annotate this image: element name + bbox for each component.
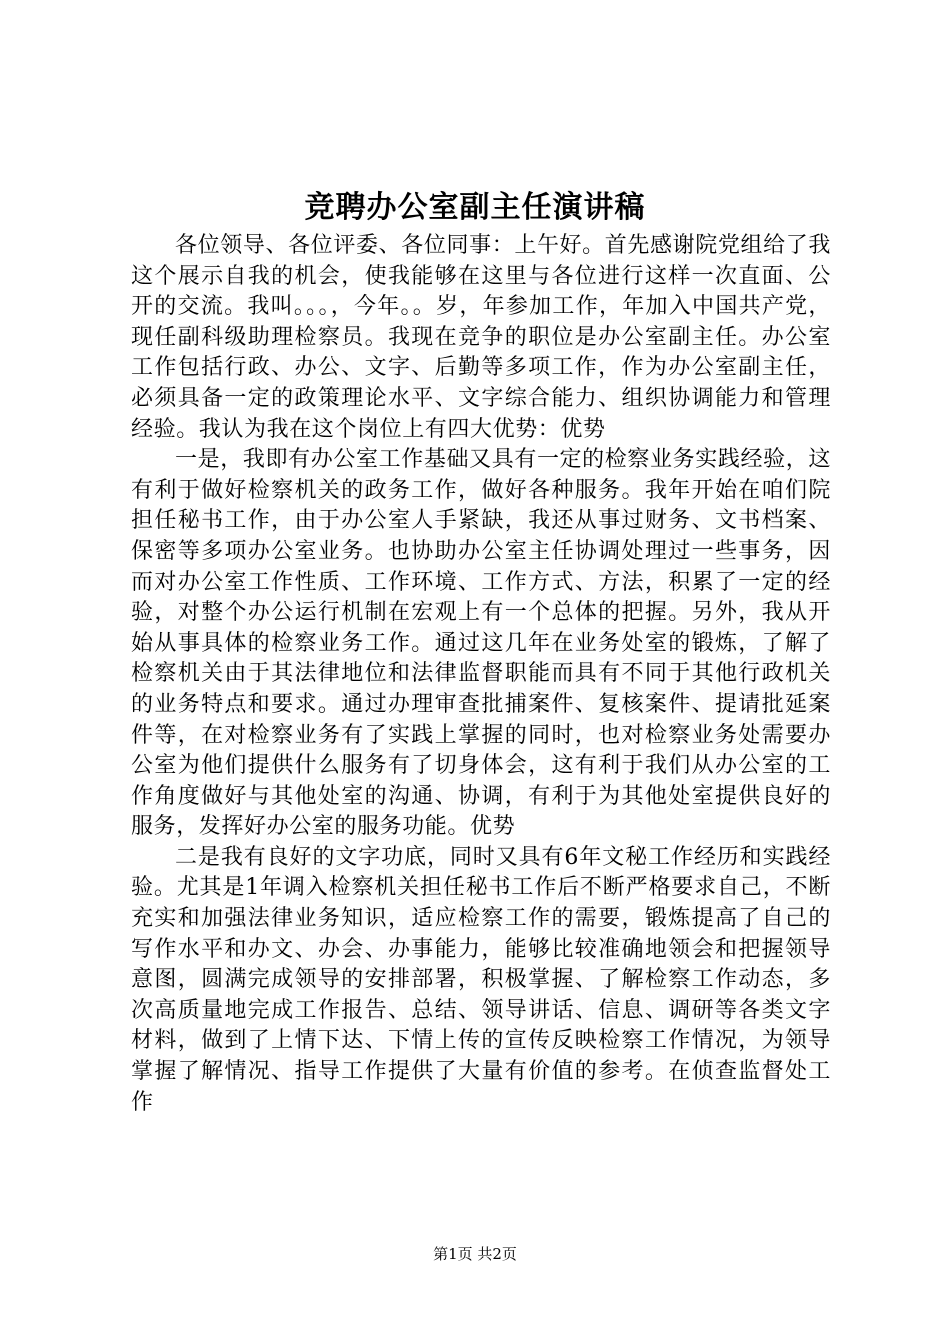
paragraph-advantage-one: 一是，我即有办公室工作基础又具有一定的检察业务实践经验，这有利于做好检察机关的政务工作，做好各种服务。我年开始在咱们院担任秘书工作，由于办公室人手紧缺，我还从事过财务、文书档案、保密等多项办公室业务。也协助办公室主任协调处理过一些事务，因而对办公室工作性质、工作环境、工作方式、方法，积累了一定的经验，对整个办公运行机制在宏观上有一个总体的把握。另外，我从开始从事具体的检察业务工作。通过这几年在业务处室的锻炼，了解了检察机关由于其法律地位和法律监督职能而具有不同于其他行政机关的业务特点和要求。通过办理审查批捕案件、复核案件、提请批延案件等，在对检察业务有了实践上掌握的同时，也对检察业务处需要办公室为他们提供什么服务有了切身体会，这有利于我们从办公室的工作角度做好与其他处室的沟通、协调，有利于为其他处室提供良好的服务，发挥好办公室的服务功能。优势 [131,447,831,840]
page-footer: 第1页 共2页 [433,1245,517,1263]
paragraph-opening: 各位领导、各位评委、各位同事：上午好。首先感谢院党组给了我这个展示自我的机会，使我能够在这里与各位进行这样一次直面、公开的交流。我叫。。。，今年。。岁，年参加工作，年加入中国共产党，现任副科级助理检察员。我现在竞争的职位是办公室副主任。办公室工作包括行政、办公、文字、后勤等多项工作，作为办公室副主任，必须具备一定的政策理论水平、文字综合能力、组织协调能力和管理经验。我认为我在这个岗位上有四大优势：优势 [131,233,831,442]
paragraph-advantage-two: 二是我有良好的文字功底，同时又具有6年文秘工作经历和实践经验。尤其是1年调入检察机关担任秘书工作后不断严格要求自己，不断充实和加强法律业务知识，适应检察工作的需要，锻炼提高了自己的写作水平和办文、办会、办事能力，能够比较准确地领会和把握领导意图，圆满完成领导的安排部署，积极掌握、了解检察工作动态，多次高质量地完成工作报告、总结、领导讲话、信息、调研等各类文字材料，做到了上情下达、下情上传的宣传反映检察工作情况，为领导掌握了解情况、指导工作提供了大量有价值的参考。在侦查监督处工作 [131,844,831,1115]
document-title: 竞聘办公室副主任演讲稿 [304,190,646,225]
document-body [131,231,831,1118]
